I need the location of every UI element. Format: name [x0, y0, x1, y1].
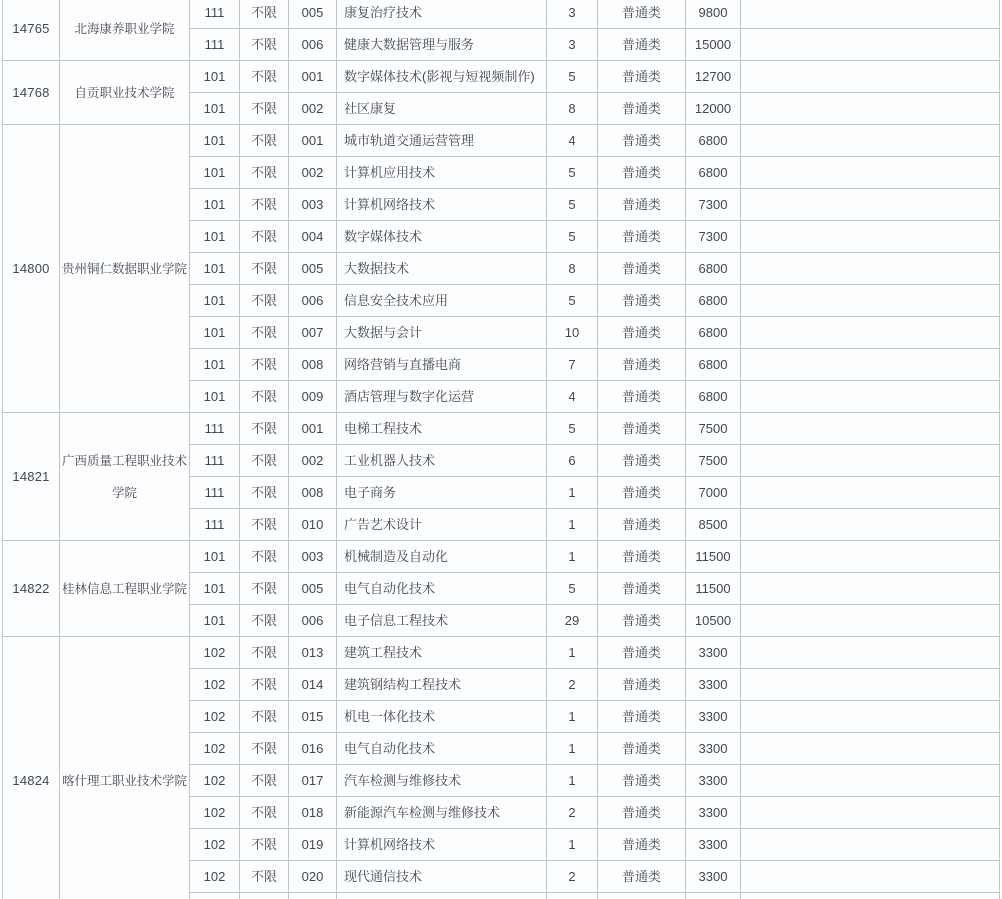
cell-major-code: 006: [289, 29, 337, 61]
cell-empty: [741, 605, 1000, 637]
cell-batch-code: 111: [190, 509, 240, 541]
cell-empty: [190, 893, 240, 899]
cell-plan-count: 1: [547, 701, 598, 733]
table-row: [3, 413, 1000, 445]
cell-batch-code: 102: [190, 701, 240, 733]
cell-empty: [289, 893, 337, 899]
cell-major-name: 健康大数据管理与服务: [337, 29, 547, 61]
cell-fee: 6800: [686, 253, 741, 285]
cell-plan-count: 5: [547, 157, 598, 189]
cell-plan-count: 8: [547, 93, 598, 125]
cell-plan-count: 4: [547, 125, 598, 157]
cell-subject-requirement: 不限: [240, 125, 289, 157]
cell-fee: 12700: [686, 61, 741, 93]
cell-fee: 3300: [686, 637, 741, 669]
plan-table-body: [3, 0, 1000, 899]
cell-major-name: 建筑工程技术: [337, 637, 547, 669]
cell-batch-code: 101: [190, 189, 240, 221]
cell-plan-count: 1: [547, 509, 598, 541]
cell-major-name: 机械制造及自动化: [337, 541, 547, 573]
cell-major-code: 002: [289, 93, 337, 125]
cell-fee: 3300: [686, 829, 741, 861]
cell-subject-requirement: 不限: [240, 509, 289, 541]
cell-subject-requirement: 不限: [240, 477, 289, 509]
cell-empty: [547, 893, 598, 899]
cell-subject-requirement: 不限: [240, 61, 289, 93]
cell-batch-code: 102: [190, 765, 240, 797]
cell-subject-requirement: 不限: [240, 317, 289, 349]
cell-empty: [741, 189, 1000, 221]
cell-school-code: 14765: [3, 0, 60, 61]
cell-major-code: 010: [289, 509, 337, 541]
cell-major-code: 002: [289, 157, 337, 189]
cell-major-name: 网络营销与直播电商: [337, 349, 547, 381]
cell-major-code: 016: [289, 733, 337, 765]
cell-fee: 3300: [686, 797, 741, 829]
cell-batch-code: 111: [190, 477, 240, 509]
cell-subject-requirement: 不限: [240, 221, 289, 253]
cell-category: 普通类: [598, 29, 686, 61]
cell-major-name: 社区康复: [337, 93, 547, 125]
cell-subject-requirement: 不限: [240, 861, 289, 893]
cell-empty: [741, 797, 1000, 829]
cell-category: 普通类: [598, 157, 686, 189]
cell-subject-requirement: 不限: [240, 29, 289, 61]
cell-major-name: 电子商务: [337, 477, 547, 509]
cell-major-code: 007: [289, 317, 337, 349]
cell-major-name: 现代通信技术: [337, 861, 547, 893]
cell-school-name: 北海康养职业学院: [60, 0, 190, 61]
cell-subject-requirement: 不限: [240, 797, 289, 829]
cell-major-code: 020: [289, 861, 337, 893]
cell-empty: [741, 669, 1000, 701]
table-row: [3, 541, 1000, 573]
cell-subject-requirement: 不限: [240, 157, 289, 189]
cell-empty: [741, 0, 1000, 29]
cell-major-code: 019: [289, 829, 337, 861]
cell-plan-count: 3: [547, 29, 598, 61]
cell-batch-code: 101: [190, 157, 240, 189]
cell-fee: 6800: [686, 157, 741, 189]
cell-subject-requirement: 不限: [240, 381, 289, 413]
cell-major-code: 001: [289, 413, 337, 445]
cell-category: 普通类: [598, 477, 686, 509]
cell-subject-requirement: 不限: [240, 701, 289, 733]
cell-category: 普通类: [598, 349, 686, 381]
table-row: [3, 637, 1000, 669]
cell-category: 普通类: [598, 317, 686, 349]
cell-major-code: 003: [289, 189, 337, 221]
cell-category: 普通类: [598, 0, 686, 29]
cell-major-code: 017: [289, 765, 337, 797]
cell-batch-code: 101: [190, 253, 240, 285]
cell-major-name: 新能源汽车检测与维修技术: [337, 797, 547, 829]
cell-plan-count: 5: [547, 189, 598, 221]
cell-empty: [741, 733, 1000, 765]
cell-school-code: 14768: [3, 61, 60, 125]
table-row: [3, 125, 1000, 157]
cell-plan-count: 1: [547, 637, 598, 669]
cell-subject-requirement: 不限: [240, 413, 289, 445]
cell-fee: 11500: [686, 541, 741, 573]
cell-major-name: 工业机器人技术: [337, 445, 547, 477]
cell-subject-requirement: 不限: [240, 253, 289, 285]
cell-empty: [741, 349, 1000, 381]
cell-batch-code: 102: [190, 637, 240, 669]
table-row: [3, 61, 1000, 93]
cell-fee: 7000: [686, 477, 741, 509]
cell-empty: [741, 541, 1000, 573]
cell-batch-code: 101: [190, 349, 240, 381]
cell-empty: [741, 381, 1000, 413]
cell-major-code: 008: [289, 349, 337, 381]
cell-major-name: 康复治疗技术: [337, 0, 547, 29]
cell-plan-count: 5: [547, 573, 598, 605]
cell-empty: [741, 893, 1000, 899]
cell-subject-requirement: 不限: [240, 189, 289, 221]
cell-batch-code: 111: [190, 0, 240, 29]
cell-school-name: 桂林信息工程职业学院: [60, 541, 190, 637]
cell-category: 普通类: [598, 445, 686, 477]
cell-major-code: 006: [289, 605, 337, 637]
cell-plan-count: 1: [547, 541, 598, 573]
cell-plan-count: 2: [547, 797, 598, 829]
cell-fee: 7300: [686, 189, 741, 221]
cell-subject-requirement: 不限: [240, 765, 289, 797]
cell-subject-requirement: 不限: [240, 285, 289, 317]
cell-subject-requirement: 不限: [240, 541, 289, 573]
cell-fee: 3300: [686, 669, 741, 701]
cell-fee: 7500: [686, 445, 741, 477]
cell-major-code: 009: [289, 381, 337, 413]
cell-category: 普通类: [598, 61, 686, 93]
cell-school-name: 广西质量工程职业技术学院: [60, 413, 190, 541]
cell-major-name: 电气自动化技术: [337, 733, 547, 765]
cell-batch-code: 101: [190, 125, 240, 157]
cell-major-name: 电子信息工程技术: [337, 605, 547, 637]
cell-empty: [741, 317, 1000, 349]
cell-batch-code: 102: [190, 733, 240, 765]
cell-fee: 7300: [686, 221, 741, 253]
cell-fee: 8500: [686, 509, 741, 541]
cell-major-name: 城市轨道交通运营管理: [337, 125, 547, 157]
cell-major-name: 电气自动化技术: [337, 573, 547, 605]
cell-subject-requirement: 不限: [240, 445, 289, 477]
cell-batch-code: 101: [190, 541, 240, 573]
cell-category: 普通类: [598, 573, 686, 605]
cell-fee: 6800: [686, 317, 741, 349]
cell-category: 普通类: [598, 669, 686, 701]
cell-batch-code: 111: [190, 29, 240, 61]
cell-major-code: 015: [289, 701, 337, 733]
cell-batch-code: 101: [190, 605, 240, 637]
cell-empty: [686, 893, 741, 899]
cell-empty: [741, 157, 1000, 189]
cell-major-name: 计算机网络技术: [337, 189, 547, 221]
cell-major-code: 008: [289, 477, 337, 509]
cell-category: 普通类: [598, 637, 686, 669]
cell-major-code: 001: [289, 125, 337, 157]
cell-empty: [741, 765, 1000, 797]
cell-empty: [741, 573, 1000, 605]
cell-subject-requirement: 不限: [240, 573, 289, 605]
cell-plan-count: 10: [547, 317, 598, 349]
cell-major-code: 005: [289, 253, 337, 285]
cell-plan-count: 5: [547, 61, 598, 93]
cell-batch-code: 101: [190, 573, 240, 605]
cell-major-name: 建筑钢结构工程技术: [337, 669, 547, 701]
cell-plan-count: 1: [547, 477, 598, 509]
cell-school-code: 14822: [3, 541, 60, 637]
cell-major-name: 计算机应用技术: [337, 157, 547, 189]
cell-school-code: 14824: [3, 637, 60, 899]
cell-fee: 6800: [686, 349, 741, 381]
cell-empty: [741, 61, 1000, 93]
cell-subject-requirement: 不限: [240, 93, 289, 125]
cell-batch-code: 101: [190, 61, 240, 93]
cell-category: 普通类: [598, 541, 686, 573]
cell-empty: [240, 893, 289, 899]
cell-major-name: 酒店管理与数字化运营: [337, 381, 547, 413]
cell-plan-count: 1: [547, 765, 598, 797]
cell-empty: [741, 221, 1000, 253]
cell-empty: [598, 893, 686, 899]
cell-major-code: 006: [289, 285, 337, 317]
cell-batch-code: 101: [190, 381, 240, 413]
cell-fee: 6800: [686, 381, 741, 413]
cell-batch-code: 101: [190, 221, 240, 253]
cell-category: 普通类: [598, 221, 686, 253]
cell-batch-code: 102: [190, 861, 240, 893]
cell-major-name: 电梯工程技术: [337, 413, 547, 445]
cell-major-name: 信息安全技术应用: [337, 285, 547, 317]
table-row: [3, 0, 1000, 29]
cell-empty: [741, 285, 1000, 317]
cell-category: 普通类: [598, 285, 686, 317]
cell-subject-requirement: 不限: [240, 0, 289, 29]
cell-plan-count: 6: [547, 445, 598, 477]
cell-major-name: 机电一体化技术: [337, 701, 547, 733]
cell-empty: [741, 829, 1000, 861]
cell-plan-count: 5: [547, 221, 598, 253]
cell-empty: [741, 445, 1000, 477]
cell-major-name: 数字媒体技术: [337, 221, 547, 253]
cell-plan-count: 4: [547, 381, 598, 413]
cell-subject-requirement: 不限: [240, 605, 289, 637]
cell-category: 普通类: [598, 253, 686, 285]
cell-plan-count: 1: [547, 733, 598, 765]
cell-batch-code: 102: [190, 829, 240, 861]
cell-subject-requirement: 不限: [240, 733, 289, 765]
cell-empty: [741, 637, 1000, 669]
cell-major-code: 013: [289, 637, 337, 669]
cell-subject-requirement: 不限: [240, 829, 289, 861]
cell-category: 普通类: [598, 861, 686, 893]
cell-major-code: 005: [289, 0, 337, 29]
cell-plan-count: 29: [547, 605, 598, 637]
cell-major-code: 001: [289, 61, 337, 93]
cell-major-name: 汽车检测与维修技术: [337, 765, 547, 797]
cell-major-code: 018: [289, 797, 337, 829]
cell-major-name: 大数据技术: [337, 253, 547, 285]
cell-category: 普通类: [598, 93, 686, 125]
cell-category: 普通类: [598, 733, 686, 765]
cell-fee: 6800: [686, 125, 741, 157]
cell-school-code: 14821: [3, 413, 60, 541]
cell-empty: [741, 477, 1000, 509]
cell-empty: [741, 701, 1000, 733]
cell-category: 普通类: [598, 125, 686, 157]
cell-batch-code: 101: [190, 285, 240, 317]
cell-category: 普通类: [598, 797, 686, 829]
cell-plan-count: 3: [547, 0, 598, 29]
cell-batch-code: 102: [190, 669, 240, 701]
cell-empty: [741, 125, 1000, 157]
cell-major-code: 002: [289, 445, 337, 477]
cell-fee: 3300: [686, 861, 741, 893]
cell-category: 普通类: [598, 765, 686, 797]
cell-category: 普通类: [598, 189, 686, 221]
cell-fee: 11500: [686, 573, 741, 605]
cell-subject-requirement: 不限: [240, 669, 289, 701]
cell-plan-count: 7: [547, 349, 598, 381]
cell-plan-count: 5: [547, 413, 598, 445]
cell-major-name: 广告艺术设计: [337, 509, 547, 541]
cell-batch-code: 101: [190, 93, 240, 125]
cell-batch-code: 111: [190, 413, 240, 445]
cell-major-name: 数字媒体技术(影视与短视频制作): [337, 61, 547, 93]
cell-fee: 3300: [686, 765, 741, 797]
cell-category: 普通类: [598, 829, 686, 861]
cell-empty: [741, 253, 1000, 285]
cell-school-name: 自贡职业技术学院: [60, 61, 190, 125]
cell-fee: 7500: [686, 413, 741, 445]
cell-plan-count: 2: [547, 861, 598, 893]
cell-empty: [741, 861, 1000, 893]
cell-category: 普通类: [598, 701, 686, 733]
cell-fee: 15000: [686, 29, 741, 61]
cell-school-name: 贵州铜仁数据职业学院: [60, 125, 190, 413]
cell-fee: 12000: [686, 93, 741, 125]
cell-category: 普通类: [598, 413, 686, 445]
cell-school-name: 喀什理工职业技术学院: [60, 637, 190, 899]
cell-major-code: 003: [289, 541, 337, 573]
enrollment-plan-table: [2, 0, 1000, 899]
cell-major-name: 计算机网络技术: [337, 829, 547, 861]
cell-plan-count: 2: [547, 669, 598, 701]
cell-fee: 10500: [686, 605, 741, 637]
cell-major-code: 005: [289, 573, 337, 605]
cell-category: 普通类: [598, 605, 686, 637]
cell-fee: 3300: [686, 733, 741, 765]
cell-fee: 9800: [686, 0, 741, 29]
cell-fee: 3300: [686, 701, 741, 733]
cell-empty: [741, 413, 1000, 445]
cell-major-name: 大数据与会计: [337, 317, 547, 349]
cell-subject-requirement: 不限: [240, 637, 289, 669]
cell-major-code: 014: [289, 669, 337, 701]
cell-subject-requirement: 不限: [240, 349, 289, 381]
cell-plan-count: 1: [547, 829, 598, 861]
cell-empty: [337, 893, 547, 899]
cell-empty: [741, 29, 1000, 61]
cell-batch-code: 101: [190, 317, 240, 349]
cell-category: 普通类: [598, 381, 686, 413]
cell-plan-count: 8: [547, 253, 598, 285]
cell-fee: 6800: [686, 285, 741, 317]
cell-empty: [741, 93, 1000, 125]
cell-category: 普通类: [598, 509, 686, 541]
cell-school-code: 14800: [3, 125, 60, 413]
cell-empty: [741, 509, 1000, 541]
cell-plan-count: 5: [547, 285, 598, 317]
cell-batch-code: 102: [190, 797, 240, 829]
cell-batch-code: 111: [190, 445, 240, 477]
cell-major-code: 004: [289, 221, 337, 253]
